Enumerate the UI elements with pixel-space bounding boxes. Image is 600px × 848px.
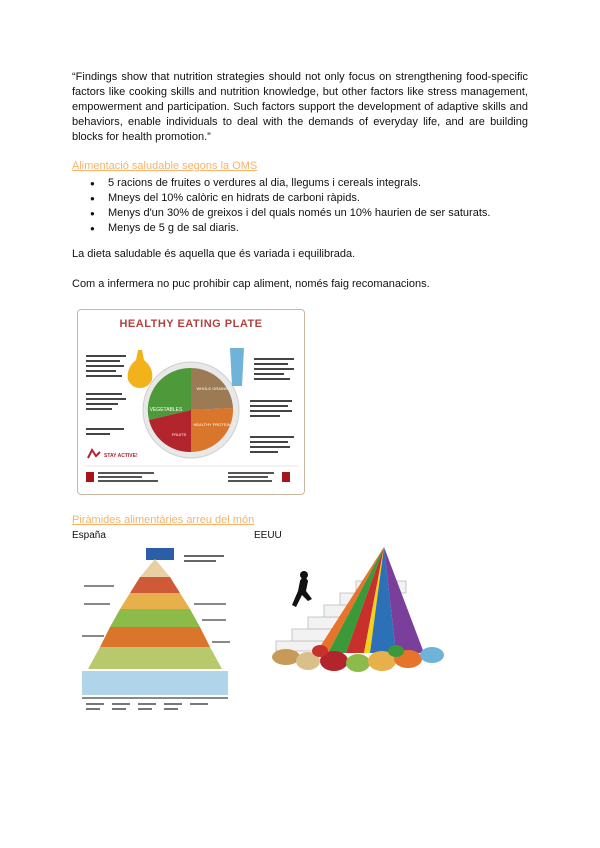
text-line [250,436,294,438]
water-glass-icon [230,348,244,386]
vegetables-label: VEGETABLES [149,407,183,413]
label-spain: España [72,530,106,541]
text-line [250,410,292,412]
usa-food-pyramid-image [256,545,446,685]
paragraph-balanced-diet: La dieta saludable és aquella que és variada i equilibrada. [72,248,356,260]
text-line [86,375,122,377]
grains-label: WHOLE GRAINS [196,386,228,391]
text-line [86,355,126,357]
list-item: ● Mneys del 10% calòric en hidrats de carboni ràpids. [72,191,542,206]
list-item: ● Menys de 5 g de sal diaris. [72,221,542,236]
text-line [254,363,288,365]
stay-active-label: STAY ACTIVE! [104,453,138,459]
fruits-label: FRUITS [171,432,187,437]
text-line [228,480,272,482]
text-line [98,472,154,474]
plate-illustration [78,310,304,494]
pyramid-tier [130,577,180,593]
pyramid-banner [146,548,174,560]
text-line [254,358,294,360]
spain-food-pyramid-image [76,545,234,721]
text-line [250,405,288,407]
pyramid-base [82,671,228,695]
text-line [86,403,118,405]
label-usa: EEUU [254,530,282,541]
pyramid-tier-top [140,559,170,577]
text-line [86,370,116,372]
healthy-eating-plate-figure [77,309,305,495]
text-line [228,476,268,478]
text-line [250,415,280,417]
text-line [86,365,124,367]
running-person-icon [88,450,100,458]
oil-bottle-icon [128,350,153,388]
harvard-shield-icon [86,472,94,482]
list-item: ● 5 racions de fruites o verdures al dia, llegums i cereals integrals. [72,176,542,191]
climbing-person-icon [292,577,312,607]
protein-segment [191,408,233,452]
list-item: ● Menys d'un 30% de greixos i del quals només un 10% haurien de ser saturats. [72,206,542,221]
text-line [86,428,124,430]
who-recommendations-list [72,176,542,236]
text-line [86,433,110,435]
text-line [86,398,126,400]
protein-label: HEALTHY PROTEIN [193,422,231,427]
text-line [250,441,288,443]
pyramid-tier [120,593,190,609]
text-line [250,446,290,448]
pyramid-tier [88,647,222,669]
text-line [86,408,112,410]
text-line [228,472,274,474]
text-line [86,360,120,362]
text-line [250,400,292,402]
text-line [86,393,122,395]
text-line [254,373,284,375]
text-line [254,378,290,380]
pyramid-tier [100,627,210,647]
plate-title: HEALTHY EATING PLATE [119,318,263,330]
text-line [250,451,278,453]
section-heading-pyramids[interactable]: Piràmides alimentàries arreu del món [72,514,255,526]
quote-paragraph: “Findings show that nutrition strategies should not only focus on strengthening food-specific factors like cooking skills and nutrition knowledge, but other factors like stress management, empowerment and participation. Such factors support the development of adaptive skills and behaviors, enable individuals to deal with the demands of everyday life, and are building blocks for health promotion.” [72,71,528,143]
text-line [98,480,158,482]
section-heading-who[interactable]: Alimentació saludable segons la OMS [72,160,258,172]
harvard-shield-icon [282,472,290,482]
text-line [98,476,142,478]
text-line [254,368,294,370]
paragraph-nurse-note: Com a infermera no puc prohibir cap aliment, només faig recomanacions. [72,278,430,290]
pyramid-tier [110,609,200,627]
